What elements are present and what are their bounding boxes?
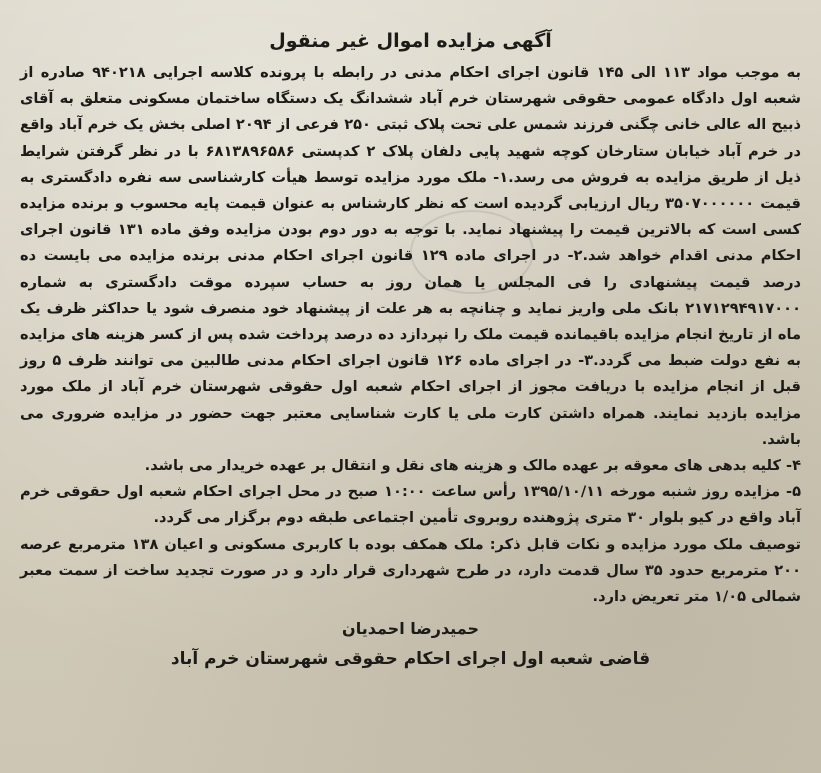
notice-body (20, 60, 801, 610)
notice-paragraph-date: ۵- مزایده روز شنبه مورخه ۱۳۹۵/۱۰/۱۱ رأس ساعت ۱۰:۰۰ صبح در محل اجرای احکام شعبه اول حقوقی خرم آباد واقع در کیو بلوار ۳۰ متری پژوهنده روبروی تأمین اجتماعی طبقه دوم برگزار می گردد. (20, 483, 801, 527)
signer-name: حمیدرضا احمدیان (342, 619, 479, 639)
signature-block (20, 614, 801, 674)
signer-title: قاضی شعبه اول اجرای احکام حقوقی شهرستان خرم آباد (170, 649, 651, 670)
notice-paragraph-property-description: توصیف ملک مورد مزایده و نکات قابل ذکر: ملک همکف بوده با کاربری مسکونی و اعیان ۱۳۸ مترمربع عرصه ۲۰۰ مترمربع حدود ۳۵ سال قدمت دارد، در طرح شهرداری قرار دارد و در صورت تجدید ساخت از سمت معبر شمالی ۱/۰۵ متر تعریض دارد. (20, 535, 802, 606)
notice-paragraph-debts: ۴- کلیه بدهی های معوقه بر عهده مالک و هزینه های نقل و انتقال بر عهده خریدار می باشد. (144, 457, 801, 475)
notice-title: آگهی مزایده اموال غیر منقول (269, 30, 552, 52)
notice-paragraph-main: به موجب مواد ۱۱۳ الی ۱۴۵ قانون اجرای احکام مدنی در رابطه با پرونده کلاسه اجرایی ۹۴۰۲۱۸ صادره از شعبه اول دادگاه عمومی حقوقی شهرستان خرم آباد ششدانگ یک دستگاه ساختمان مسکونی متعلق به آقای ذبیح اله عالی خانی چگنی فرزند شمس علی تحت پلاک ثبتی ۲۵۰ فرعی از ۲۰۹۴ اصلی بخش یک خرم آباد واقع در خرم آباد خیابان ستارخان کوچه شهید پایی دلفان پلاک ۲ کدپستی ۶۸۱۳۸۹۶۵۸۶ با در نظر گرفتن شرایط ذیل از طریق مزایده به فروش می رسد.۱- ملک مورد مزایده توسط هیأت کارشناسی سه نفره دادگستری به قیمت ۳۵۰۷۰۰۰۰۰۰ ریال ارزیابی گردیده است که نظر کارشناس به عنوان قیمت پایه محسوب و برنده مزایده کسی است که بالاترین قیمت را پیشنهاد نماید. با توجه به دور دوم بودن مزایده وفق ماده ۱۳۱ قانون اجرای احکام مدنی اقدام خواهد شد.۲- در اجرای ماده ۱۲۹ قانون اجرای احکام مدنی برنده مزایده می بایست ده درصد قیمت پیشنهادی را فی المجلس یا همان روز به حساب سپرده موقت دادگستری به شماره ۲۱۷۱۲۹۴۹۱۷۰۰۰ بانک ملی واریز نماید و چنانچه به هر علت از پیشنهاد خود منصرف شود یا حداکثر ظرف یک ماه از تاریخ انجام مزایده باقیمانده قیمت ملک را نپردازد ده درصد پرداخت شده پس از کسر هزینه های مزایده به نفع دولت ضبط می گردد.۳- در اجرای ماده ۱۲۶ قانون اجرای احکام مدنی طالبین می توانند ظرف ۵ روز قبل از انجام مزایده با دریافت مجوز از اجرای احکام شعبه اول حقوقی شهرستان خرم آباد از ملک مورد مزایده بازدید نمایند. همراه داشتن کارت ملی یا کارت شناسایی معتبر جهت حضور در مزایده ضروری می باشد. (20, 64, 802, 448)
